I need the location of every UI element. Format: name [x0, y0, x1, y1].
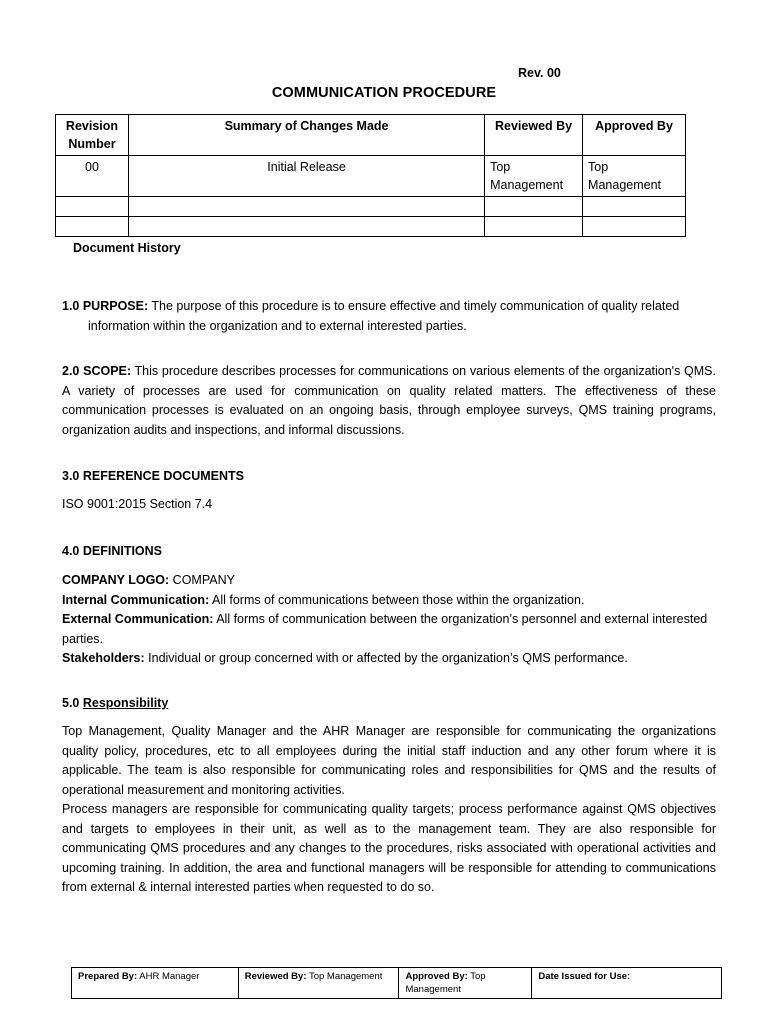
definition-item: Internal Communication: All forms of communications between those within the organization.	[62, 592, 585, 607]
column-header: Approved By	[583, 115, 686, 156]
references-heading: 3.0 REFERENCE DOCUMENTS	[62, 469, 244, 483]
column-header: Reviewed By	[485, 115, 583, 156]
column-header: Summary of Changes Made	[128, 115, 484, 156]
table-cell: Top Management	[485, 156, 583, 197]
footer-date-issued: Date Issued for Use:	[532, 968, 722, 999]
scope-section	[62, 362, 716, 440]
purpose-heading: 1.0 PURPOSE:	[62, 299, 149, 313]
definition-item: COMPANY LOGO: COMPANY	[62, 573, 235, 587]
footer-approval-table	[71, 967, 722, 999]
page-title: COMMUNICATION PROCEDURE	[271, 85, 497, 101]
responsibility-heading: 5.0 Responsibility	[62, 696, 169, 710]
table-cell: Initial Release	[128, 156, 484, 197]
footer-approved: Approved By: Top Management	[399, 968, 532, 999]
footer-reviewed: Reviewed By: Top Management	[238, 968, 399, 999]
column-header: Revision Number	[56, 115, 129, 156]
scope-text: This procedure describes processes for communications on various elements of the organization's QMS. A variety of processes are used for communication on quality related matters. The effectiveness of these communication processes is evaluated on an ongoing basis, through employee surveys, QMS training programs, organization audits and inspections, and informal discussions.	[62, 364, 716, 437]
table-row	[56, 156, 686, 197]
footer-row	[72, 968, 722, 999]
references-text: ISO 9001:2015 Section 7.4	[62, 497, 213, 511]
table-header-row	[56, 115, 686, 156]
definitions-list	[62, 571, 716, 669]
definition-item: External Communication: All forms of communication between the organization’s personnel and external interested parties.	[62, 612, 708, 646]
responsibility-paragraph: Top Management, Quality Manager and the AHR Manager are responsible for communicating the organizations quality policy, procedures, etc to all employees during the initial staff induction and any other forum where it is applicable. The team is also responsible for communicating roles and responsibilities for QMS and the results of operational measurement and monitoring activities.	[62, 724, 716, 797]
purpose-text: The purpose of this procedure is to ensure effective and timely communication of quality related information within the organization and to external interested parties.	[88, 299, 680, 333]
responsibility-body	[62, 722, 716, 898]
table-cell: 00	[56, 156, 129, 197]
definitions-heading: 4.0 DEFINITIONS	[62, 544, 163, 558]
document-history-table	[55, 114, 686, 237]
table-cell: Top Management	[583, 156, 686, 197]
revision-label: Rev. 00	[518, 66, 561, 80]
responsibility-paragraph: Process managers are responsible for communicating quality targets; process performance against QMS objectives and targets to employees in their unit, as well as to the management team. They are also responsible for communicating QMS procedures and any changes to the procedures, risks associated with operational activities and upcoming training. In addition, the area and functional managers will be responsible for attending to communications from external & internal interested parties when requested to do so.	[62, 802, 716, 894]
table-row-empty	[56, 197, 686, 217]
purpose-section	[62, 297, 742, 336]
scope-heading: 2.0 SCOPE:	[62, 364, 132, 378]
document-history-caption: Document History	[73, 241, 181, 255]
table-row-empty	[56, 217, 686, 237]
definition-item: Stakeholders: Individual or group concerned with or affected by the organization’s QMS performance.	[62, 651, 628, 665]
footer-prepared: Prepared By: AHR Manager	[72, 968, 239, 999]
